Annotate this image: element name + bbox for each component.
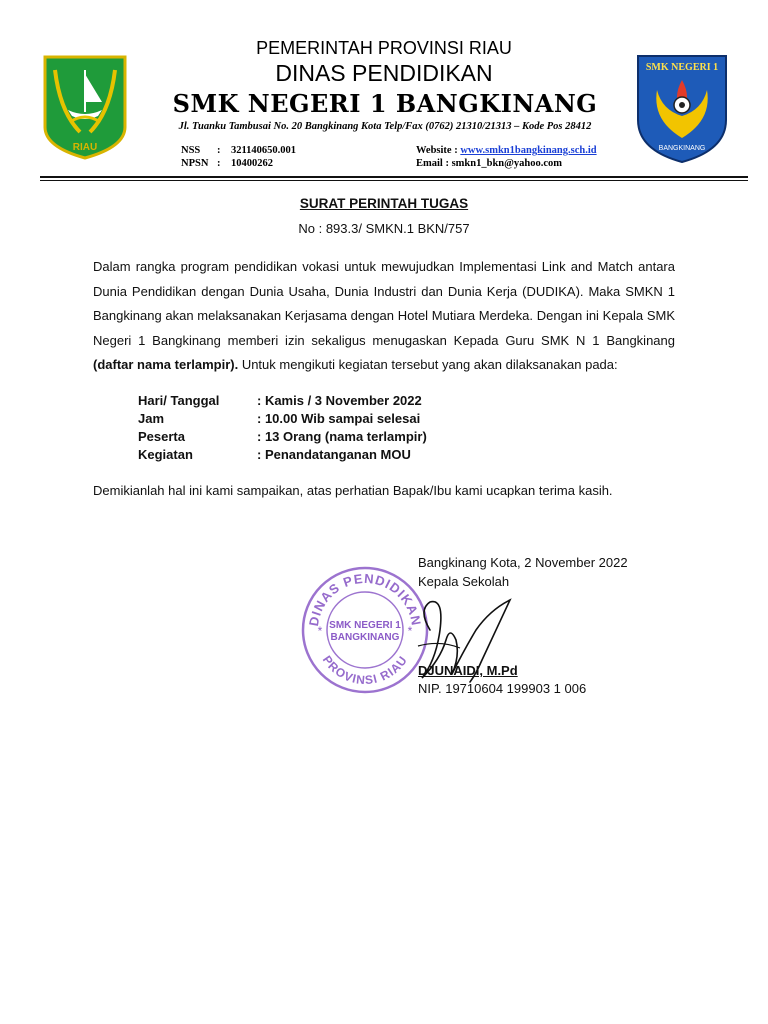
npsn-line bbox=[181, 158, 273, 169]
detail-label: Peserta bbox=[138, 429, 185, 444]
letterhead-divider-thin bbox=[40, 180, 748, 181]
right-logo-top-text: SMK NEGERI 1 bbox=[645, 62, 719, 73]
activity-details bbox=[138, 392, 427, 464]
npsn-label: NPSN bbox=[181, 158, 209, 169]
signature-role: Kepala Sekolah bbox=[418, 574, 510, 589]
main-paragraph bbox=[93, 255, 675, 378]
signatory-nip: NIP. 19710604 199903 1 006 bbox=[418, 681, 587, 696]
government-name: PEMERINTAH PROVINSI RIAU bbox=[256, 38, 512, 58]
nss-colon: : bbox=[217, 145, 221, 156]
detail-row bbox=[138, 446, 427, 464]
email-line bbox=[416, 158, 562, 169]
nss-line bbox=[181, 145, 296, 156]
stamp-inner-line2: BANGKINANG bbox=[330, 632, 400, 643]
detail-value: : Penandatanganan MOU bbox=[257, 447, 411, 462]
detail-row bbox=[138, 428, 427, 446]
stamp-star-right: * bbox=[407, 624, 413, 638]
detail-label: Jam bbox=[138, 411, 165, 426]
closing-sentence: Demikianlah hal ini kami sampaikan, atas perhatian Bapak/Ibu kami ucapkan terima kasih. bbox=[93, 483, 613, 498]
paragraph-end-text: Untuk mengikuti kegiatan tersebut yang akan dilaksanakan pada: bbox=[238, 357, 618, 373]
letterhead-divider-thick bbox=[40, 176, 748, 178]
signatory-name: DJUNAIDI, M.Pd bbox=[418, 663, 518, 678]
paragraph-main-text: Dalam rangka program pendidikan vokasi untuk mewujudkan Implementasi Link and Match antara Dunia Pendidikan dengan Dunia Usaha, Dunia Industri dan Dunia Kerja (DUDIKA). Maka SMKN 1 Bangkinang akan melaksanakan Kerjasama dengan Hotel Mutiara Merdeka. Dengan ini Kepala SMK Negeri 1 Bangkinang memberi izin sekaligus menugaskan Kepada Guru SMK N 1 Bangkinang bbox=[93, 259, 675, 348]
stamp-inner-line1: SMK NEGERI 1 bbox=[329, 620, 401, 631]
website-link[interactable]: www.smkn1bangkinang.sch.id bbox=[460, 145, 597, 156]
department-name: DINAS PENDIDIKAN bbox=[275, 60, 493, 86]
detail-row bbox=[138, 392, 427, 410]
letter-title: SURAT PERINTAH TUGAS bbox=[299, 196, 469, 211]
school-address: Jl. Tuanku Tambusai No. 20 Bangkinang Kota Telp/Fax (0762) 21310/21313 – Kode Pos 28412 bbox=[178, 121, 592, 132]
right-logo-bottom-text: BANGKINANG bbox=[658, 145, 706, 152]
detail-value: : Kamis / 3 November 2022 bbox=[257, 393, 422, 408]
detail-row bbox=[138, 410, 427, 428]
stamp-outer-bottom: PROVINSI RIAU bbox=[319, 652, 411, 688]
letter-number: No : 893.3/ SMKN.1 BKN/757 bbox=[298, 221, 470, 236]
school-name: SMK NEGERI 1 BANGKINANG bbox=[172, 89, 598, 118]
paragraph-bold-text: (daftar nama terlampir). bbox=[93, 357, 239, 373]
detail-value: : 13 Orang (nama terlampir) bbox=[257, 429, 427, 444]
npsn-colon: : bbox=[217, 158, 221, 169]
website-line bbox=[416, 145, 597, 156]
website-label: Website : bbox=[416, 145, 461, 156]
email-label: Email : bbox=[416, 158, 452, 169]
stamp-outer-top: DINAS PENDIDIKAN bbox=[306, 570, 424, 628]
detail-label: Hari/ Tanggal bbox=[138, 393, 220, 408]
email-value: smkn1_bkn@yahoo.com bbox=[451, 158, 563, 169]
nss-value: 321140650.001 bbox=[231, 145, 297, 156]
nss-label: NSS bbox=[181, 145, 201, 156]
npsn-value: 10400262 bbox=[231, 158, 273, 169]
detail-value: : 10.00 Wib sampai selesai bbox=[257, 411, 421, 426]
left-logo-text: RIAU bbox=[72, 142, 98, 153]
stamp-star-left: * bbox=[317, 624, 323, 638]
detail-label: Kegiatan bbox=[138, 447, 193, 462]
signature-place-date: Bangkinang Kota, 2 November 2022 bbox=[418, 555, 628, 570]
